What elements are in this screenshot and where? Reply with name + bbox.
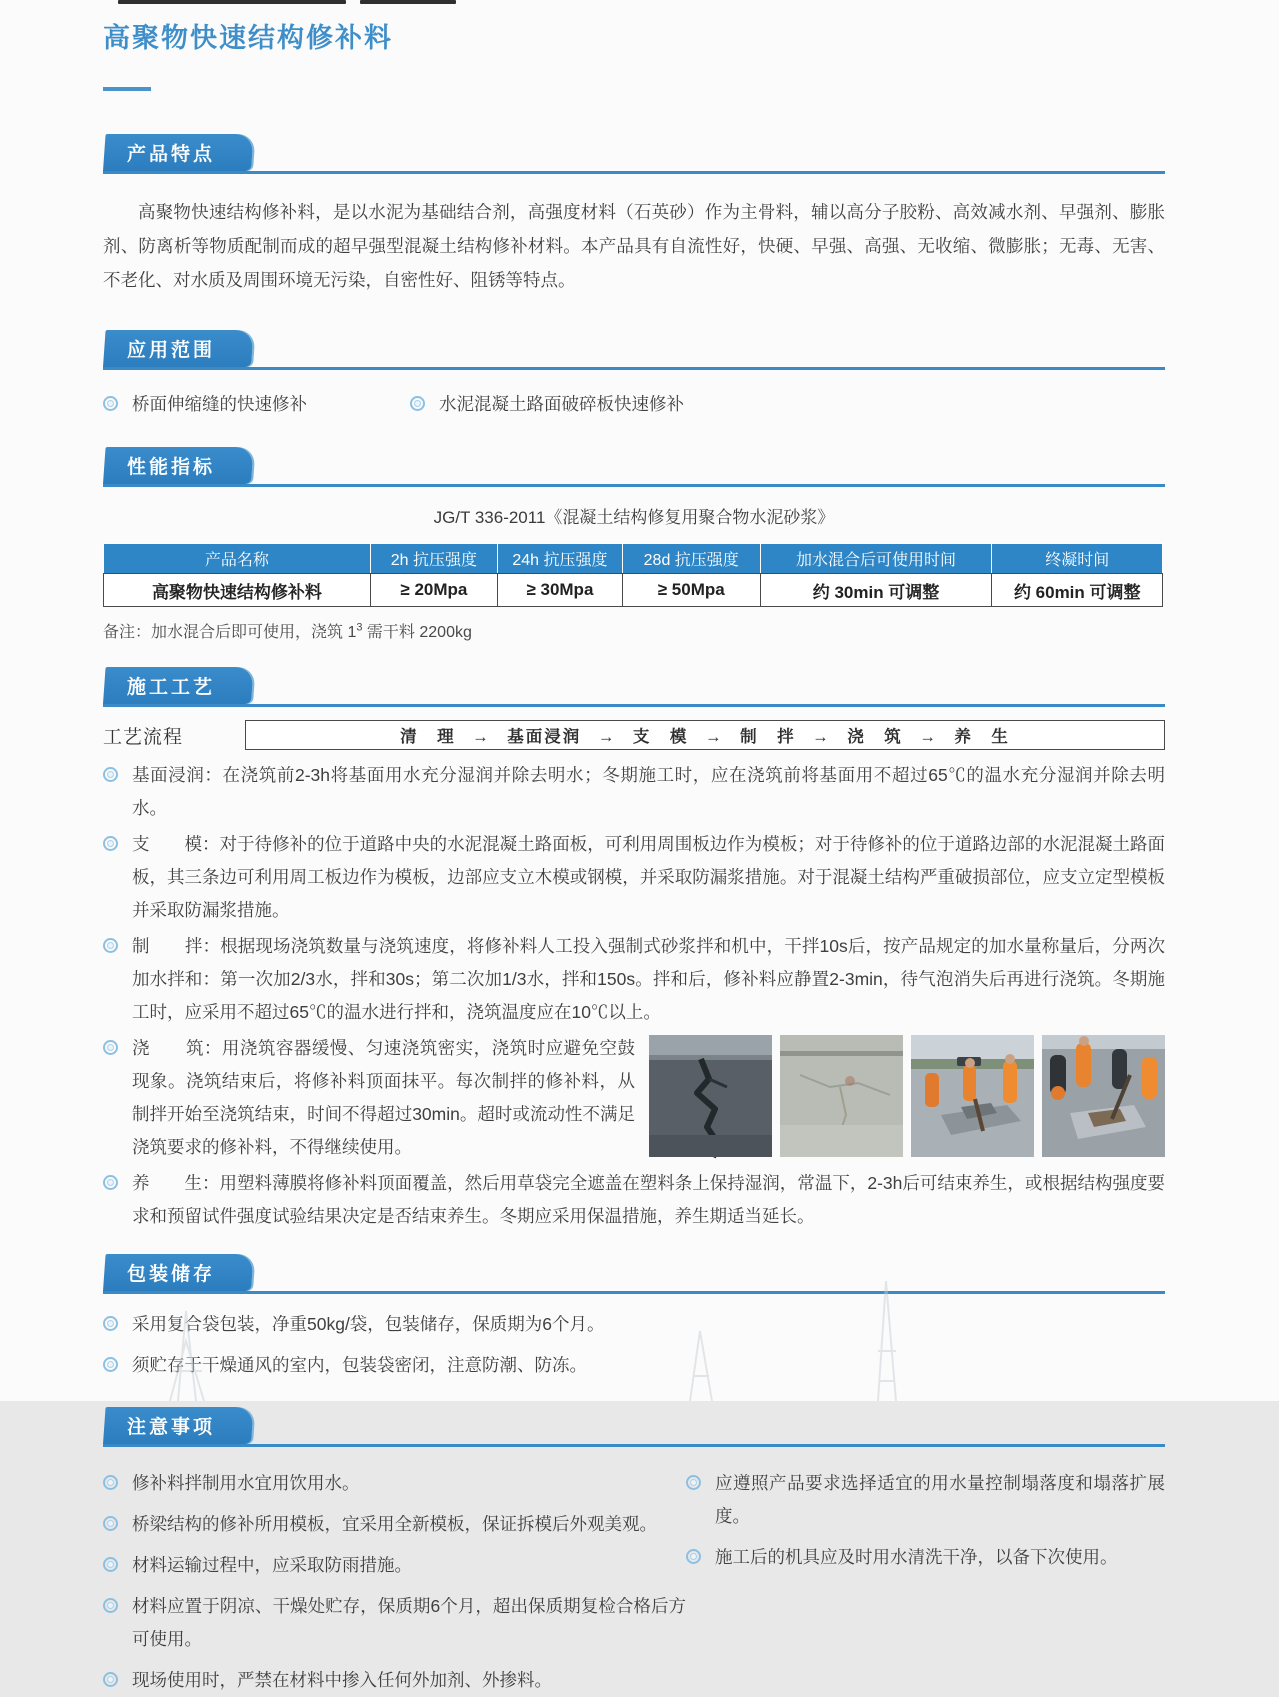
double-circle-bullet-icon bbox=[686, 1475, 701, 1490]
packaging-items bbox=[103, 1308, 1165, 1382]
table-cell: 约 60min 可调整 bbox=[992, 574, 1163, 607]
note-text: 修补料拌制用水宜用饮用水。 bbox=[132, 1473, 360, 1493]
double-circle-bullet-icon bbox=[103, 1040, 118, 1055]
double-circle-bullet-icon bbox=[103, 836, 118, 851]
double-circle-bullet-icon bbox=[686, 1549, 701, 1564]
notes-left-column bbox=[103, 1459, 686, 1697]
table-header-cell: 28d 抗压强度 bbox=[622, 544, 760, 574]
list-item bbox=[103, 828, 1165, 927]
list-item bbox=[103, 388, 410, 421]
table-header-cell: 24h 抗压强度 bbox=[497, 544, 622, 574]
double-circle-bullet-icon bbox=[103, 1475, 118, 1490]
note-text: 材料运输过程中，应采取防雨措施。 bbox=[132, 1555, 412, 1575]
list-item bbox=[410, 388, 684, 421]
double-circle-bullet-icon bbox=[103, 767, 118, 782]
section-head-features bbox=[103, 135, 1165, 174]
section-tab-performance: 性能指标 bbox=[103, 447, 251, 484]
double-circle-bullet-icon bbox=[103, 1175, 118, 1190]
step-text: 养 生：用塑料薄膜将修补料顶面覆盖，然后用草袋完全遮盖在塑料条上保持湿润，常温下，2-3h后可结束养生，或根据结构强度要求和预留试件强度试验结果决定是否结束养生。冬期应采用保温措施，养生期适当延长。 bbox=[132, 1173, 1165, 1226]
section-tab-packaging: 包装储存 bbox=[103, 1254, 251, 1291]
section-head-performance bbox=[103, 448, 1165, 487]
section-head-application bbox=[103, 331, 1165, 370]
remark-text: 备注：加水混合后即可使用，浇筑 1 bbox=[103, 624, 357, 641]
list-item bbox=[103, 1508, 686, 1541]
table-header-cell: 加水混合后可使用时间 bbox=[760, 544, 992, 574]
list-item bbox=[103, 1590, 686, 1656]
section-tab-construction: 施工工艺 bbox=[103, 667, 251, 704]
double-circle-bullet-icon bbox=[103, 1598, 118, 1613]
table-header-cell: 2h 抗压强度 bbox=[370, 544, 497, 574]
list-item bbox=[103, 1308, 1165, 1341]
double-circle-bullet-icon bbox=[410, 396, 425, 411]
remark-superscript: 3 bbox=[356, 621, 363, 634]
performance-table bbox=[103, 543, 1163, 607]
table-header-cell: 终凝时间 bbox=[992, 544, 1163, 574]
table-header-cell: 产品名称 bbox=[104, 544, 371, 574]
section-tab-notes: 注意事项 bbox=[103, 1407, 251, 1444]
table-row bbox=[104, 574, 1163, 607]
table-remark bbox=[103, 619, 1165, 642]
double-circle-bullet-icon bbox=[103, 1516, 118, 1531]
process-flow-box: 清 理 → 基面浸润 → 支 模 → 制 拌 → 浇 筑 → 养 生 bbox=[245, 720, 1165, 750]
note-text: 桥梁结构的修补所用模板，宜采用全新模板，保证拆模后外观美观。 bbox=[132, 1514, 657, 1534]
list-item bbox=[686, 1541, 1165, 1574]
section-tab-features: 产品特点 bbox=[103, 134, 251, 171]
remark-text: 需干料 2200kg bbox=[362, 624, 472, 641]
double-circle-bullet-icon bbox=[103, 1316, 118, 1331]
process-flow-label: 工艺流程 bbox=[103, 726, 184, 748]
features-paragraph: 高聚物快速结构修补料，是以水泥为基础结合剂，高强度材料（石英砂）作为主骨料，辅以高分子胶粉、高效减水剂、早强剂、膨胀剂、防离析等物质配制而成的超早强型混凝土结构修补材料。本产品具有自流性好，快硬、早强、高强、无收缩、微膨胀；无毒、无害、不老化、对水质及周围环境无污染，自密性好、阻锈等特点。 bbox=[103, 202, 1165, 290]
note-text: 材料应置于阴凉、干燥处贮存，保质期6个月，超出保质期复检合格后方可使用。 bbox=[132, 1596, 686, 1649]
page-title: 高聚物快速结构修补料 bbox=[103, 23, 393, 53]
process-flow-row bbox=[103, 720, 1165, 750]
notes-right-column bbox=[686, 1459, 1165, 1697]
section-tab-application: 应用范围 bbox=[103, 330, 251, 367]
construction-steps bbox=[103, 759, 1165, 1233]
list-item bbox=[103, 930, 1165, 1029]
standard-reference: JG/T 336-2011《混凝土结构修复用聚合物水泥砂浆》 bbox=[433, 508, 835, 527]
list-item bbox=[103, 1549, 686, 1582]
packaging-item-text: 须贮存于干燥通风的室内，包装袋密闭，注意防潮、防冻。 bbox=[132, 1355, 587, 1375]
step-text: 支 模：对于待修补的位于道路中央的水泥混凝土路面板，可利用周围板边作为模板；对于待修补的位于道路边部的水泥混凝土路面板，其三条边可利用周工板边作为模板，边部应支立木模或钢模，并采取防漏浆措施。对于混凝土结构严重破损部位，应支立定型模板并采取防漏浆措施。 bbox=[132, 834, 1165, 920]
section-head-construction bbox=[103, 668, 1165, 707]
table-cell: 约 30min 可调整 bbox=[760, 574, 992, 607]
table-cell: ≥ 50Mpa bbox=[622, 574, 760, 607]
notes-grid bbox=[103, 1459, 1165, 1697]
note-text: 应遵照产品要求选择适宜的用水量控制塌落度和塌落扩展度。 bbox=[715, 1473, 1165, 1526]
note-text: 现场使用时，严禁在材料中掺入任何外加剂、外掺料。 bbox=[132, 1670, 552, 1690]
list-item bbox=[103, 1032, 1165, 1164]
application-item-text: 桥面伸缩缝的快速修补 bbox=[132, 394, 307, 414]
list-item bbox=[103, 759, 1165, 825]
step-text: 浇 筑：用浇筑容器缓慢、匀速浇筑密实，浇筑时应避免空鼓现象。浇筑结束后，将修补料顶面抹平。每次制拌的修补料，从制拌开始至浇筑结束，时间不得超过30min。超时或流动性不满足浇筑要求的修补料，不得继续使用。 bbox=[132, 1038, 635, 1157]
table-cell-product-name: 高聚物快速结构修补料 bbox=[104, 574, 371, 607]
step-text: 制 拌：根据现场浇筑数量与浇筑速度，将修补料人工投入强制式砂浆拌和机中，干拌10s后，按产品规定的加水量称量后，分两次加水拌和：第一次加2/3水，拌和30s；第二次加1/3水，拌和150s。拌和后，修补料应静置2-3min，待气泡消失后再进行浇筑。冬期施工时，应采用不超过65℃的温水进行拌和，浇筑温度应在10℃以上。 bbox=[132, 936, 1165, 1022]
double-circle-bullet-icon bbox=[103, 1672, 118, 1687]
list-item bbox=[686, 1467, 1165, 1533]
table-cell: ≥ 30Mpa bbox=[497, 574, 622, 607]
double-circle-bullet-icon bbox=[103, 1357, 118, 1372]
table-header-row bbox=[104, 544, 1163, 574]
list-item bbox=[103, 1167, 1165, 1233]
list-item bbox=[103, 1349, 1165, 1382]
step-text: 基面浸润：在浇筑前2-3h将基面用水充分湿润并除去明水；冬期施工时，应在浇筑前将基面用不超过65℃的温水充分湿润并除去明水。 bbox=[132, 765, 1165, 818]
list-item bbox=[103, 1467, 686, 1500]
application-items bbox=[103, 388, 1165, 421]
packaging-item-text: 采用复合袋包装，净重50kg/袋，包装储存，保质期为6个月。 bbox=[132, 1314, 605, 1334]
double-circle-bullet-icon bbox=[103, 1557, 118, 1572]
table-cell: ≥ 20Mpa bbox=[370, 574, 497, 607]
double-circle-bullet-icon bbox=[103, 938, 118, 953]
note-text: 施工后的机具应及时用水清洗干净，以备下次使用。 bbox=[715, 1547, 1118, 1567]
application-item-text: 水泥混凝土路面破碎板快速修补 bbox=[439, 394, 684, 414]
section-head-notes bbox=[103, 1408, 1165, 1447]
double-circle-bullet-icon bbox=[103, 396, 118, 411]
section-head-packaging bbox=[103, 1255, 1165, 1294]
title-underline bbox=[103, 87, 151, 91]
list-item bbox=[103, 1664, 686, 1697]
